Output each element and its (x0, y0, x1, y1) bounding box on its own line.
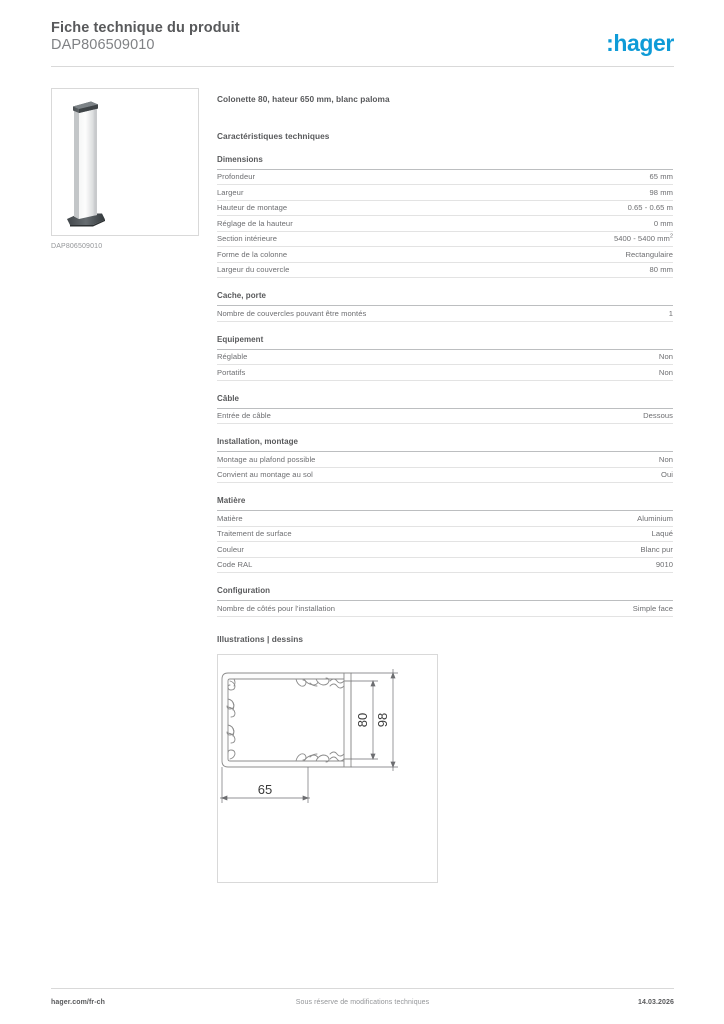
spec-value: 1 (668, 308, 673, 318)
cross-section-drawing (218, 655, 437, 882)
page-header (51, 20, 674, 66)
spec-group (217, 335, 673, 381)
spec-row (217, 558, 673, 573)
spec-value: Laqué (651, 529, 673, 539)
spec-group-title: Installation, montage (217, 437, 673, 452)
product-image-caption: DAP806509010 (51, 243, 103, 250)
page-footer (51, 999, 674, 1011)
spec-label: Montage au plafond possible (217, 454, 316, 464)
spec-value: Rectangulaire (625, 249, 673, 259)
specifications-table (217, 155, 673, 617)
spec-value: Blanc pur (640, 544, 673, 554)
spec-row (217, 452, 673, 467)
spec-label: Code RAL (217, 560, 253, 570)
spec-group (217, 291, 673, 321)
spec-value-superscript: 2 (669, 233, 673, 240)
footer-divider (51, 988, 674, 989)
spec-value: 65 mm (649, 172, 673, 182)
spec-group (217, 394, 673, 424)
spec-row (217, 216, 673, 231)
spec-label: Couleur (217, 544, 244, 554)
spec-row (217, 468, 673, 483)
spec-row (217, 527, 673, 542)
spec-label: Entrée de câble (217, 411, 271, 421)
spec-label: Largeur du couvercle (217, 265, 290, 275)
spec-value (602, 235, 673, 243)
header-divider (51, 66, 674, 67)
spec-value: 9010 (655, 560, 673, 570)
page-subtitle-article-number: DAP806509010 (51, 37, 155, 53)
spec-value: Non (658, 352, 673, 362)
spec-group-title: Equipement (217, 335, 673, 350)
spec-row (217, 542, 673, 557)
footer-website-link[interactable]: hager.com/fr-ch (51, 999, 106, 1006)
spec-row (217, 601, 673, 616)
illustrations-title: Illustrations | dessins (217, 633, 304, 644)
spec-label: Convient au montage au sol (217, 470, 313, 480)
spec-label: Matière (217, 513, 243, 523)
dimension-label-80: 80 (355, 712, 370, 727)
spec-value: Non (658, 454, 673, 464)
spec-label: Section intérieure (217, 234, 277, 244)
spec-value: Aluminium (637, 513, 673, 523)
spec-group (217, 437, 673, 483)
spec-group-title: Configuration (217, 586, 673, 601)
spec-row (217, 511, 673, 526)
spec-row (217, 306, 673, 321)
spec-row (217, 185, 673, 200)
spec-label: Hauteur de montage (217, 203, 288, 213)
spec-label: Réglable (217, 352, 248, 362)
spec-label: Portatifs (217, 367, 246, 377)
technical-characteristics-title: Caractéristiques techniques (217, 131, 330, 141)
technical-drawing-box (217, 654, 438, 883)
spec-row (217, 247, 673, 262)
product-column-illustration (66, 98, 106, 228)
spec-value: Dessous (643, 411, 673, 421)
spec-row (217, 350, 673, 365)
spec-label: Forme de la colonne (217, 249, 288, 259)
spec-group (217, 155, 673, 278)
spec-value: 80 mm (649, 265, 673, 275)
page-title: Fiche technique du produit (51, 20, 240, 36)
spec-row (217, 232, 673, 247)
spec-value: Simple face (632, 603, 673, 613)
spec-row (217, 170, 673, 185)
spec-value: 0 mm (653, 218, 673, 228)
spec-value: Non (658, 367, 673, 377)
spec-group (217, 496, 673, 573)
footer-date: 14.03.2026 (637, 999, 674, 1006)
hager-logo: :hager (606, 30, 674, 56)
spec-row (217, 365, 673, 380)
spec-value: 0.65 - 0.65 m (627, 203, 673, 213)
footer-disclaimer: Sous réserve de modifications techniques (295, 999, 430, 1006)
spec-group (217, 586, 673, 616)
spec-group-title: Câble (217, 394, 673, 409)
spec-group-title: Matière (217, 496, 673, 511)
product-image-box (51, 88, 199, 236)
dimension-label-98: 98 (375, 712, 390, 727)
spec-label: Nombre de côtés pour l'installation (217, 603, 336, 613)
spec-row (217, 409, 673, 424)
spec-label: Nombre de couvercles pouvant être montés (217, 308, 367, 318)
dimension-label-65: 65 (257, 781, 273, 797)
spec-row (217, 201, 673, 216)
product-name: Colonette 80, hateur 650 mm, blanc paloma (217, 94, 390, 104)
spec-value-text: 5400 - 5400 mm (613, 234, 670, 244)
spec-label: Largeur (217, 187, 244, 197)
spec-group-title: Cache, porte (217, 291, 673, 306)
main-content (217, 94, 673, 883)
spec-row (217, 263, 673, 278)
spec-label: Réglage de la hauteur (217, 218, 293, 228)
spec-value: Oui (661, 470, 673, 480)
spec-label: Traitement de surface (217, 529, 292, 539)
spec-group-title: Dimensions (217, 155, 673, 170)
spec-value: 98 mm (649, 187, 673, 197)
spec-label: Profondeur (217, 172, 256, 182)
